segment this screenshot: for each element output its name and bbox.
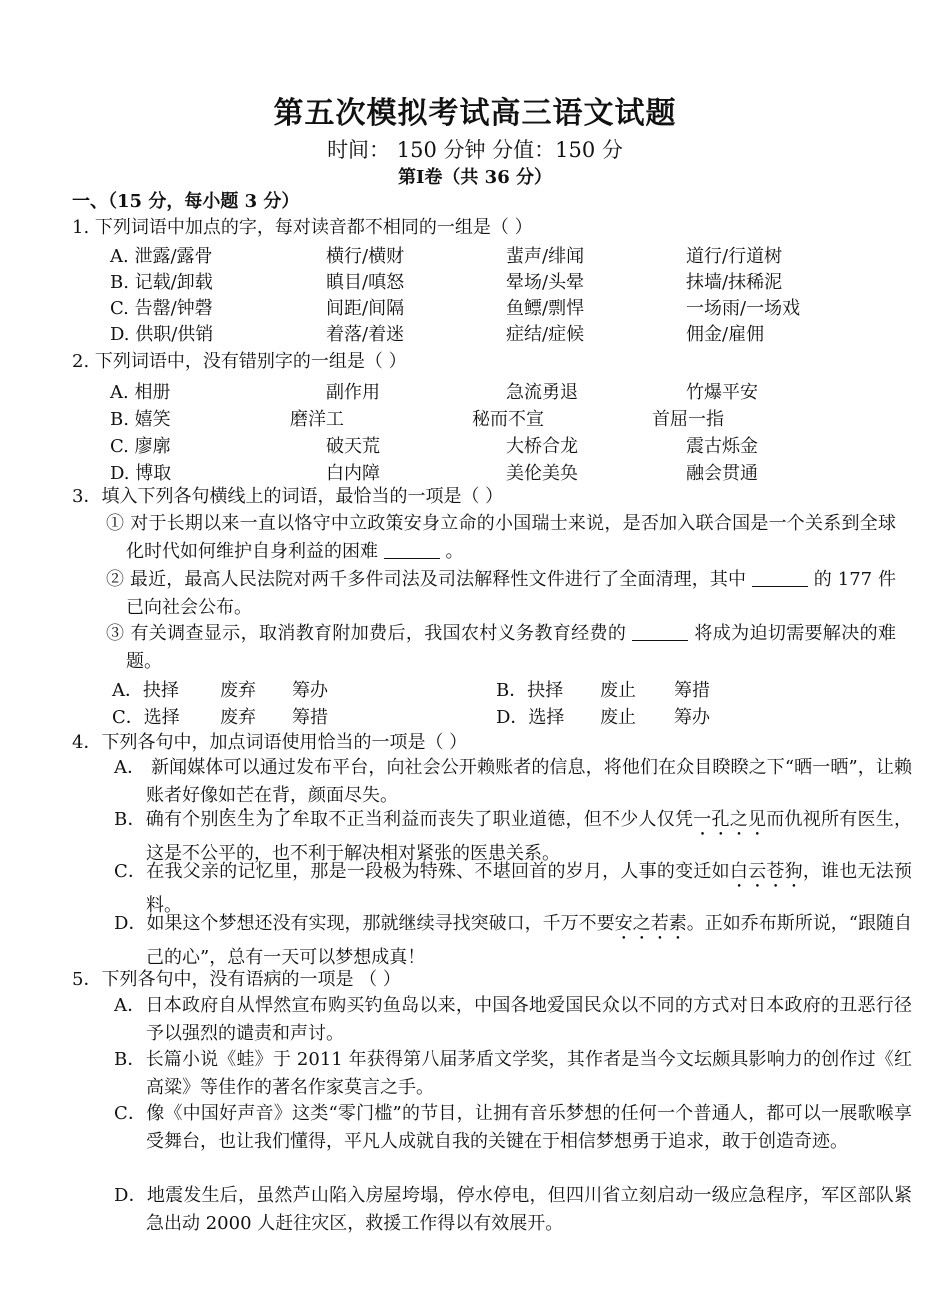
q1-b-4: 抹墙/抹稀泥	[686, 272, 783, 293]
q4-a-dotted: 如芒在背	[218, 785, 290, 806]
section-heading: 一、（15 分，每小题 3 分）	[72, 191, 300, 212]
q2-c-3: 大桥合龙	[506, 436, 578, 457]
q2-d-2: 白内障	[326, 463, 380, 484]
q4-c-text: C．在我父亲的记忆里，那是一段极为特殊、不堪回首的岁月，人事的变迁如	[114, 861, 730, 882]
q5-stem: 5．下列各句中，没有语病的一项是 （ ）	[72, 969, 401, 990]
q1-a-2: 横行/横财	[326, 246, 405, 267]
q2-c-2: 破天荒	[326, 436, 380, 457]
q3-d-2: 废止	[600, 707, 636, 728]
q3-sentence-2	[106, 566, 896, 622]
q2-b-2: 磨洋工	[290, 409, 344, 430]
q2-a-1: A. 相册	[110, 382, 171, 403]
q1-a-3: 蜚声/绯闻	[506, 246, 585, 267]
q1-stem: 1. 下列词语中加点的字，每对读音都不相同的一组是（ ）	[72, 217, 533, 238]
q1-d-3: 症结/症候	[506, 324, 585, 345]
q2-d-4: 融会贯通	[686, 463, 758, 484]
q1-d-4: 佣金/雇佣	[686, 324, 765, 345]
q2-row-a	[110, 378, 910, 404]
q3-stem: 3．填入下列各句横线上的词语，最恰当的一项是（ ）	[72, 486, 504, 507]
q3-s1-end: 。	[445, 541, 464, 562]
volume-heading: 第Ⅰ卷（共 36 分）	[397, 167, 552, 188]
q2-row-d	[110, 459, 910, 485]
q1-b-3: 晕场/头晕	[506, 272, 585, 293]
q4-a-end: ，颜面尽失。	[290, 785, 398, 806]
q5-option-a: A．日本政府自从悍然宣布购买钓鱼岛以来，中国各地爱国民众以不同的方式对日本政府的丑恶行径予以强烈的谴责和声讨。	[114, 995, 912, 1044]
page-title: 第五次模拟考试高三语文试题	[273, 96, 677, 131]
q1-b-1: B. 记载/卸载	[110, 272, 213, 293]
q3-b-1: B．抉择	[496, 680, 564, 701]
q2-c-1: C. 廖廓	[110, 436, 171, 457]
q2-stem: 2. 下列词语中，没有错别字的一组是（ ）	[72, 351, 407, 372]
q3-row-cd	[110, 703, 910, 729]
q5-option-d: D．地震发生后，虽然芦山陷入房屋垮塌，停水停电，但四川省立刻启动一级应急程序，军区部队紧急出动 2000 人赶往灾区，救援工作得以有效展开。	[114, 1185, 912, 1234]
q3-s1-blank	[384, 540, 440, 559]
q1-b-2: 瞋目/嗔怒	[326, 272, 405, 293]
q2-c-4: 震古烁金	[686, 436, 758, 457]
q5-option-c: C．像《中国好声音》这类“零门槛”的节目，让拥有音乐梦想的任何一个普通人，都可以一展歌喉享受舞台，也让我们懂得，平凡人成就自我的关键在于相信梦想勇于追求，敢于创造奇迹。	[114, 1103, 912, 1152]
q3-s2-blank	[752, 568, 808, 587]
q4-c-dotted: 白云苍狗	[729, 861, 803, 882]
q3-sentence-1	[106, 510, 896, 566]
q4-c-end: ，谁也无法预料。	[146, 861, 913, 916]
q3-b-3: 筹措	[674, 680, 710, 701]
time-info: 时间： 150 分钟 分值：150 分	[327, 138, 623, 162]
q1-row-a	[110, 242, 910, 268]
q3-a-3: 筹办	[292, 680, 328, 701]
q4-a-text: A． 新闻媒体可以通过发布平台，向社会公开赖账者的信息，将他们在众目睽睽之下“晒一晒”，让赖账者好像	[114, 757, 912, 806]
q4-d-end: 。正如乔布斯所说，“跟随自己的心”，总有一天可以梦想成真！	[146, 913, 913, 968]
q3-s3-text: ③ 有关调查显示，取消教育附加费后，我国农村义务教育经费的	[106, 623, 627, 644]
q2-b-3: 秘而不宣	[472, 409, 544, 430]
q1-a-1: A. 泄露/露骨	[110, 246, 213, 267]
q1-row-b	[110, 268, 910, 294]
q1-row-c	[110, 294, 910, 320]
q3-d-3: 筹办	[674, 707, 710, 728]
q4-option-d	[114, 910, 912, 972]
q4-b-end: 而仇视所有医生，这是不公平的，也不利于解决相对紧张的医患关系。	[146, 809, 913, 864]
q3-s3-end: 将成为迫切需要解决的难题。	[126, 623, 897, 672]
q1-row-d	[110, 320, 910, 346]
q4-d-dotted: 安之若素	[614, 913, 687, 934]
q3-s2-text: ② 最近，最高人民法院对两千多件司法及司法解释性文件进行了全面清理，其中	[106, 569, 747, 590]
q2-d-1: D. 博取	[110, 463, 172, 484]
q2-b-1: B. 嬉笑	[110, 409, 171, 430]
q1-c-3: 鱼鳔/剽悍	[506, 298, 585, 319]
q3-s3-blank	[632, 622, 688, 641]
q4-b-dotted: 一孔之见	[693, 809, 767, 830]
q3-sentence-3	[106, 620, 896, 676]
q4-d-text: D．如果这个梦想还没有实现，那就继续寻找突破口，千万不要	[114, 913, 615, 934]
q3-a-2: 废弃	[220, 680, 256, 701]
q2-d-3: 美伦美奂	[506, 463, 578, 484]
q2-row-c	[110, 432, 910, 458]
q1-a-4: 道行/行道树	[686, 246, 783, 267]
q1-c-1: C. 告罄/钟磬	[110, 298, 213, 319]
q2-a-3: 急流勇退	[506, 382, 578, 403]
q4-b-text: B．确有个别医生为了牟取不正当利益而丧失了职业道德，但不少人仅凭	[114, 809, 694, 830]
q1-c-4: 一场雨/一场戏	[686, 298, 801, 319]
q1-d-1: D. 供职/供销	[110, 324, 214, 345]
q3-s2-end: 的 177 件已向社会公布。	[126, 569, 896, 618]
q3-c-2: 废弃	[220, 707, 256, 728]
q1-d-2: 着落/着迷	[326, 324, 405, 345]
q2-a-4: 竹爆平安	[686, 382, 758, 403]
q2-b-4: 首屈一指	[652, 409, 724, 430]
q3-c-1: C．选择	[112, 707, 180, 728]
q3-b-2: 废止	[600, 680, 636, 701]
q3-a-1: A．抉择	[112, 680, 179, 701]
q3-d-1: D．选择	[496, 707, 565, 728]
q3-s1-text: ① 对于长期以来一直以恪守中立政策安身立命的小国瑞士来说，是否加入联合国是一个关系到全球化时代如何维护自身利益的困难	[106, 513, 896, 562]
q4-stem: 4．下列各句中，加点词语使用恰当的一项是（ ）	[72, 732, 468, 753]
q3-c-3: 筹措	[292, 707, 328, 728]
q1-c-2: 间距/间隔	[326, 298, 405, 319]
q2-a-2: 副作用	[326, 382, 380, 403]
q5-option-b: B．长篇小说《蛙》于 2011 年获得第八届茅盾文学奖，其作者是当今文坛颇具影响力的创作过《红高粱》等佳作的著名作家莫言之手。	[114, 1049, 912, 1098]
q3-row-ab	[110, 676, 910, 702]
q2-row-b	[110, 405, 910, 431]
